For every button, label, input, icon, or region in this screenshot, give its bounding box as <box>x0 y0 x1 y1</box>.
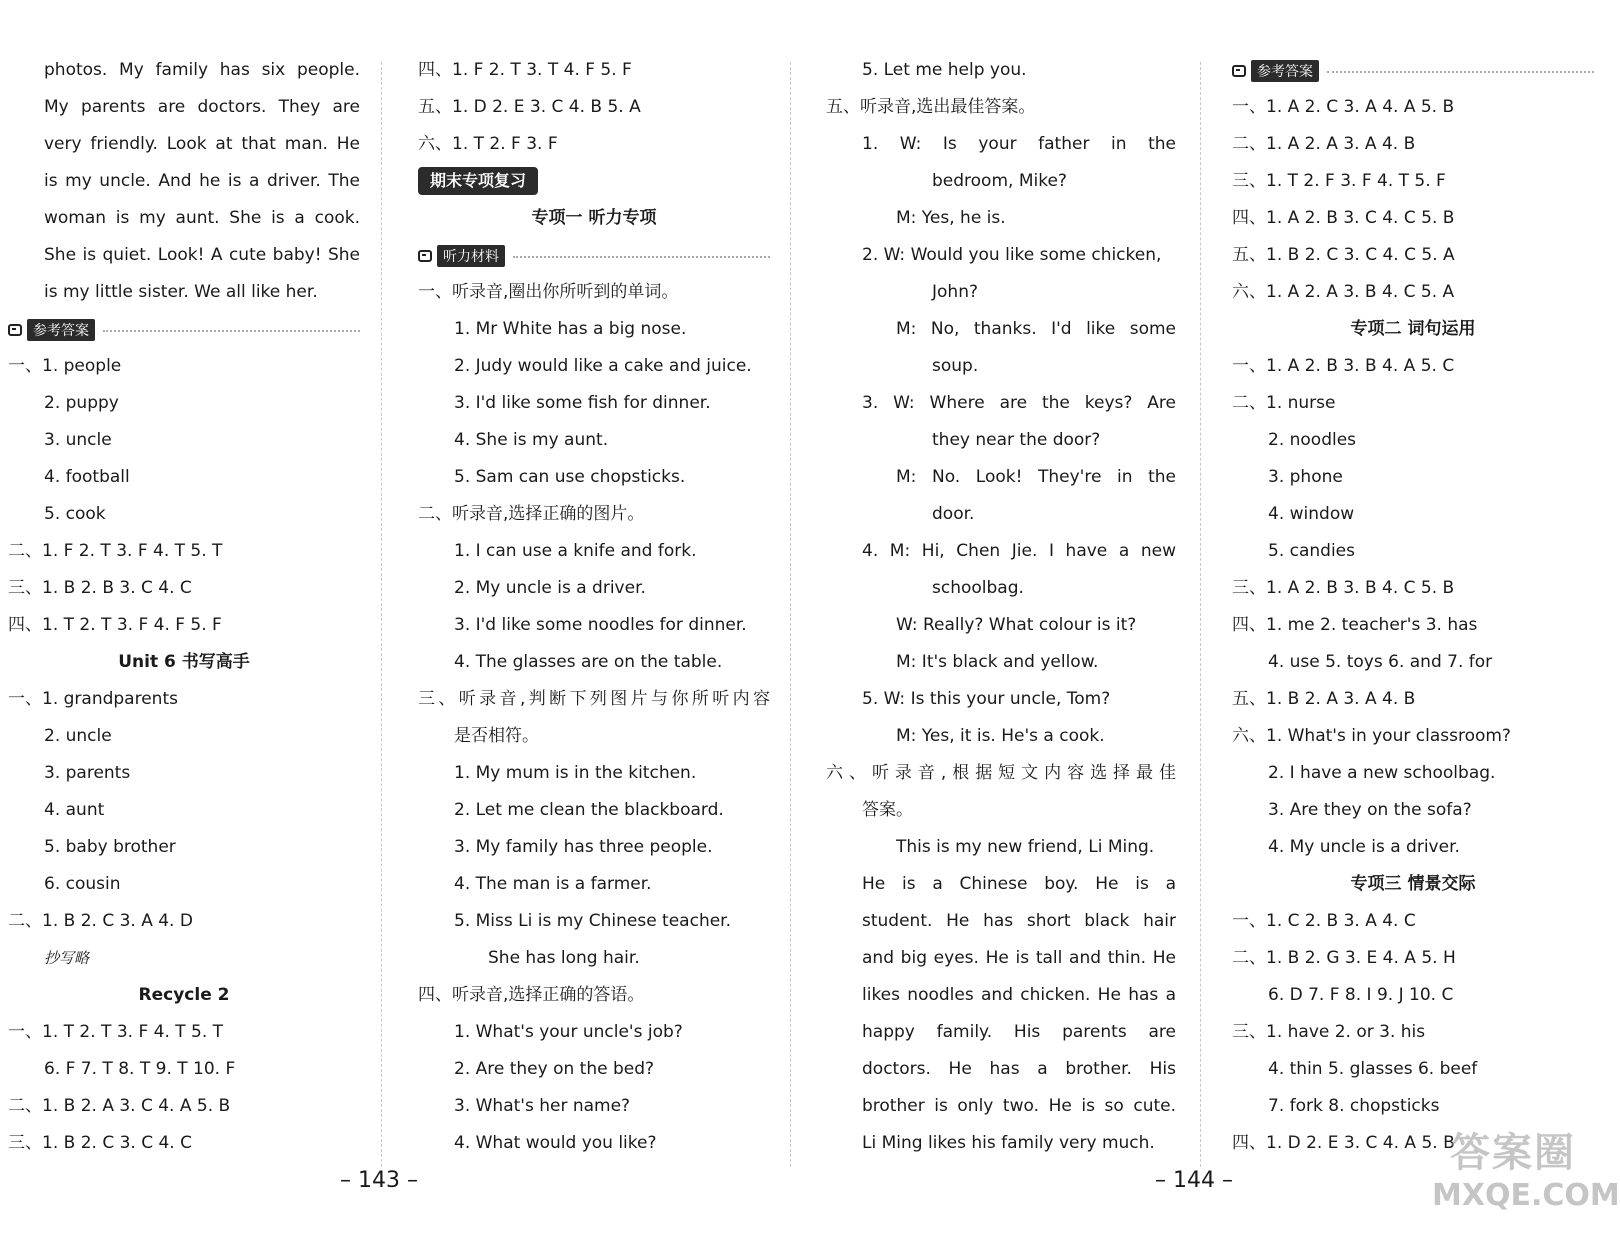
text-line: M: It's black and yellow. <box>896 652 1099 672</box>
text-line: 五、1. D 2. E 3. C 4. B 5. A <box>418 97 641 117</box>
text-line: 二、1. B 2. G 3. E 4. A 5. H <box>1232 948 1456 968</box>
tag-icon <box>418 250 432 262</box>
text-line: Li Ming likes his family very much. <box>862 1133 1155 1153</box>
text-line: 3. What's her name? <box>454 1096 631 1116</box>
text-line: 4. thin 5. glasses 6. beef <box>1268 1059 1478 1079</box>
text-line: 5. Miss Li is my Chinese teacher. <box>454 911 732 931</box>
text-line: M: No, thanks. I'd like some <box>896 319 1176 339</box>
text-line: likes noodles and chicken. He has a <box>862 985 1176 1005</box>
text-line: 4. The man is a farmer. <box>454 874 652 894</box>
page-number-left: – 143 – <box>340 1168 418 1193</box>
text-line: they near the door? <box>932 430 1101 450</box>
text-line: She is quiet. Look! A cute baby! She <box>44 245 360 265</box>
text-line: 四、1. D 2. E 3. C 4. A 5. B <box>1232 1133 1455 1153</box>
text-line: 四、1. F 2. T 3. T 4. F 5. F <box>418 60 632 80</box>
text-line: 4. M: Hi, Chen Jie. I have a new <box>862 541 1176 561</box>
text-line: 一、1. A 2. B 3. B 4. A 5. C <box>1232 356 1455 376</box>
text-line: 抄写略 <box>44 949 90 967</box>
text-line: 二、1. A 2. A 3. A 4. B <box>1232 134 1416 154</box>
text-line: photos. My family has six people. <box>44 60 360 80</box>
text-line: 6. F 7. T 8. T 9. T 10. F <box>44 1059 236 1079</box>
text-line: 7. fork 8. chopsticks <box>1268 1096 1440 1116</box>
text-line: 5. W: Is this your uncle, Tom? <box>862 689 1111 709</box>
text-line: 2. Let me clean the blackboard. <box>454 800 724 820</box>
text-line: 3. I'd like some noodles for dinner. <box>454 615 747 635</box>
text-line: 6. cousin <box>44 874 121 894</box>
text-line: M: Yes, he is. <box>896 208 1006 228</box>
tag-icon <box>1232 65 1246 77</box>
section-tag: 听力材料 <box>437 245 505 267</box>
text-line: 六、1. What's in your classroom? <box>1232 726 1511 746</box>
column-4 <box>1232 52 1594 1162</box>
text-line: 三、1. T 2. F 3. F 4. T 5. F <box>1232 171 1446 191</box>
text-line: schoolbag. <box>932 578 1024 598</box>
text-line: 2. I have a new schoolbag. <box>1268 763 1496 783</box>
text-line: 二、听录音,选择正确的图片。 <box>418 504 645 524</box>
text-line: 3. W: Where are the keys? Are <box>862 393 1176 413</box>
text-line: 4. use 5. toys 6. and 7. for <box>1268 652 1493 672</box>
text-line: is my little sister. We all like her. <box>44 282 318 302</box>
text-line: 3. Are they on the sofa? <box>1268 800 1472 820</box>
text-line: 四、1. A 2. B 3. C 4. C 5. B <box>1232 208 1455 228</box>
text-line: 3. phone <box>1268 467 1343 487</box>
text-line: 三、1. B 2. B 3. C 4. C <box>8 578 192 598</box>
text-line: 四、1. T 2. T 3. F 4. F 5. F <box>8 615 222 635</box>
section-tag: 参考答案 <box>27 319 95 341</box>
text-line: 1. What's your uncle's job? <box>454 1022 683 1042</box>
section-banner-row <box>418 163 770 200</box>
text-line: 3. I'd like some fish for dinner. <box>454 393 711 413</box>
text-line: M: Yes, it is. He's a cook. <box>896 726 1105 746</box>
text-line: happy family. His parents are <box>862 1022 1176 1042</box>
text-line: and big eyes. He is tall and thin. He <box>862 948 1176 968</box>
column-3 <box>826 52 1176 1162</box>
text-line: 5. candies <box>1268 541 1355 561</box>
text-line: 二、1. B 2. C 3. A 4. D <box>8 911 193 931</box>
text-line: door. <box>932 504 975 524</box>
text-line: 是否相符。 <box>454 726 539 746</box>
column-1 <box>8 52 360 1162</box>
text-line: bedroom, Mike? <box>932 171 1067 191</box>
text-line: student. He has short black hair <box>862 911 1176 931</box>
text-line: W: Really? What colour is it? <box>896 615 1137 635</box>
text-line: 5. Sam can use chopsticks. <box>454 467 686 487</box>
section-banner: 期末专项复习 <box>418 167 538 195</box>
text-line: 六、1. A 2. A 3. B 4. C 5. A <box>1232 282 1455 302</box>
text-line: 2. Judy would like a cake and juice. <box>454 356 752 376</box>
text-line: 五、1. B 2. C 3. C 4. C 5. A <box>1232 245 1455 265</box>
tag-icon <box>8 324 22 336</box>
section-tag: 参考答案 <box>1251 60 1319 82</box>
text-line: 专项三 情景交际 <box>1350 874 1476 894</box>
text-line: 2. uncle <box>44 726 112 746</box>
text-line: 4. football <box>44 467 130 487</box>
text-line: 6. D 7. F 8. I 9. J 10. C <box>1268 985 1454 1005</box>
text-line: 2. noodles <box>1268 430 1357 450</box>
text-line: 二、1. nurse <box>1232 393 1336 413</box>
text-line: 五、听录音,选出最佳答案。 <box>826 97 1036 117</box>
dotted-rule <box>103 330 360 332</box>
text-line: Unit 6 书写高手 <box>118 652 250 672</box>
text-line: 一、1. C 2. B 3. A 4. C <box>1232 911 1416 931</box>
text-line: 2. W: Would you like some chicken, <box>862 245 1162 265</box>
text-line: M: No. Look! They're in the <box>896 467 1176 487</box>
text-line: 六、听录音,根据短文内容选择最佳 <box>826 763 1176 783</box>
watermark-url: MXQE.COM <box>1432 1178 1620 1213</box>
text-line: 三、1. A 2. B 3. B 4. C 5. B <box>1232 578 1455 598</box>
text-line: 三、听录音,判断下列图片与你所听内容 <box>418 689 770 709</box>
text-line: He is a Chinese boy. He is a <box>862 874 1176 894</box>
text-line: 专项一 听力专项 <box>531 208 657 228</box>
text-line: 二、1. B 2. A 3. C 4. A 5. B <box>8 1096 231 1116</box>
text-line: 一、1. people <box>8 356 122 376</box>
page-number-right: – 144 – <box>1155 1168 1233 1193</box>
column-divider <box>790 62 791 1167</box>
text-line: 1. Mr White has a big nose. <box>454 319 687 339</box>
dotted-rule <box>513 256 770 258</box>
text-line: 2. puppy <box>44 393 119 413</box>
text-line: 六、1. T 2. F 3. F <box>418 134 558 154</box>
text-line: 一、1. A 2. C 3. A 4. A 5. B <box>1232 97 1455 117</box>
text-line: 3. uncle <box>44 430 112 450</box>
text-line: 1. My mum is in the kitchen. <box>454 763 697 783</box>
column-2 <box>418 52 770 1162</box>
text-line: 三、1. B 2. C 3. C 4. C <box>8 1133 192 1153</box>
text-line: doctors. He has a brother. His <box>862 1059 1176 1079</box>
section-tag-row <box>8 311 360 348</box>
text-line: 专项二 词句运用 <box>1350 319 1476 339</box>
text-line: 4. My uncle is a driver. <box>1268 837 1460 857</box>
text-line: brother is only two. He is so cute. <box>862 1096 1176 1116</box>
text-line: Recycle 2 <box>138 985 230 1005</box>
text-line: 五、1. B 2. A 3. A 4. B <box>1232 689 1416 709</box>
text-line: 一、1. T 2. T 3. F 4. T 5. T <box>8 1022 224 1042</box>
text-line: 一、听录音,圈出你所听到的单词。 <box>418 282 679 302</box>
watermark <box>1432 1128 1620 1238</box>
text-line: 5. baby brother <box>44 837 176 857</box>
text-line: woman is my aunt. She is a cook. <box>44 208 360 228</box>
text-line: 5. cook <box>44 504 106 524</box>
text-line: 3. My family has three people. <box>454 837 713 857</box>
text-line: 2. My uncle is a driver. <box>454 578 646 598</box>
section-tag-row <box>418 237 770 274</box>
text-line: 答案。 <box>862 800 913 820</box>
column-divider <box>1200 62 1201 1167</box>
text-line: very friendly. Look at that man. He <box>44 134 360 154</box>
section-tag-row <box>1232 52 1594 89</box>
text-line: John? <box>932 282 978 302</box>
text-line: She has long hair. <box>488 948 640 968</box>
text-line: 4. What would you like? <box>454 1133 657 1153</box>
watermark-logo-text: 答案圈 <box>1450 1130 1576 1176</box>
text-line: 5. Let me help you. <box>862 60 1027 80</box>
text-line: This is my new friend, Li Ming. <box>896 837 1155 857</box>
dotted-rule <box>1327 71 1594 73</box>
text-line: 一、1. grandparents <box>8 689 178 709</box>
text-line: 4. The glasses are on the table. <box>454 652 723 672</box>
text-line: 3. parents <box>44 763 131 783</box>
text-line: 4. aunt <box>44 800 105 820</box>
text-line: 四、听录音,选择正确的答语。 <box>418 985 645 1005</box>
text-line: is my uncle. And he is a driver. The <box>44 171 360 191</box>
text-line: 4. window <box>1268 504 1355 524</box>
text-line: 二、1. F 2. T 3. F 4. T 5. T <box>8 541 223 561</box>
text-line: 4. She is my aunt. <box>454 430 609 450</box>
text-line: 1. I can use a knife and fork. <box>454 541 697 561</box>
text-line: 三、1. have 2. or 3. his <box>1232 1022 1426 1042</box>
text-line: soup. <box>932 356 979 376</box>
text-line: My parents are doctors. They are <box>44 97 360 117</box>
text-line: 四、1. me 2. teacher's 3. has <box>1232 615 1478 635</box>
text-line: 1. W: Is your father in the <box>862 134 1176 154</box>
text-line: 2. Are they on the bed? <box>454 1059 655 1079</box>
column-divider <box>381 62 382 1167</box>
